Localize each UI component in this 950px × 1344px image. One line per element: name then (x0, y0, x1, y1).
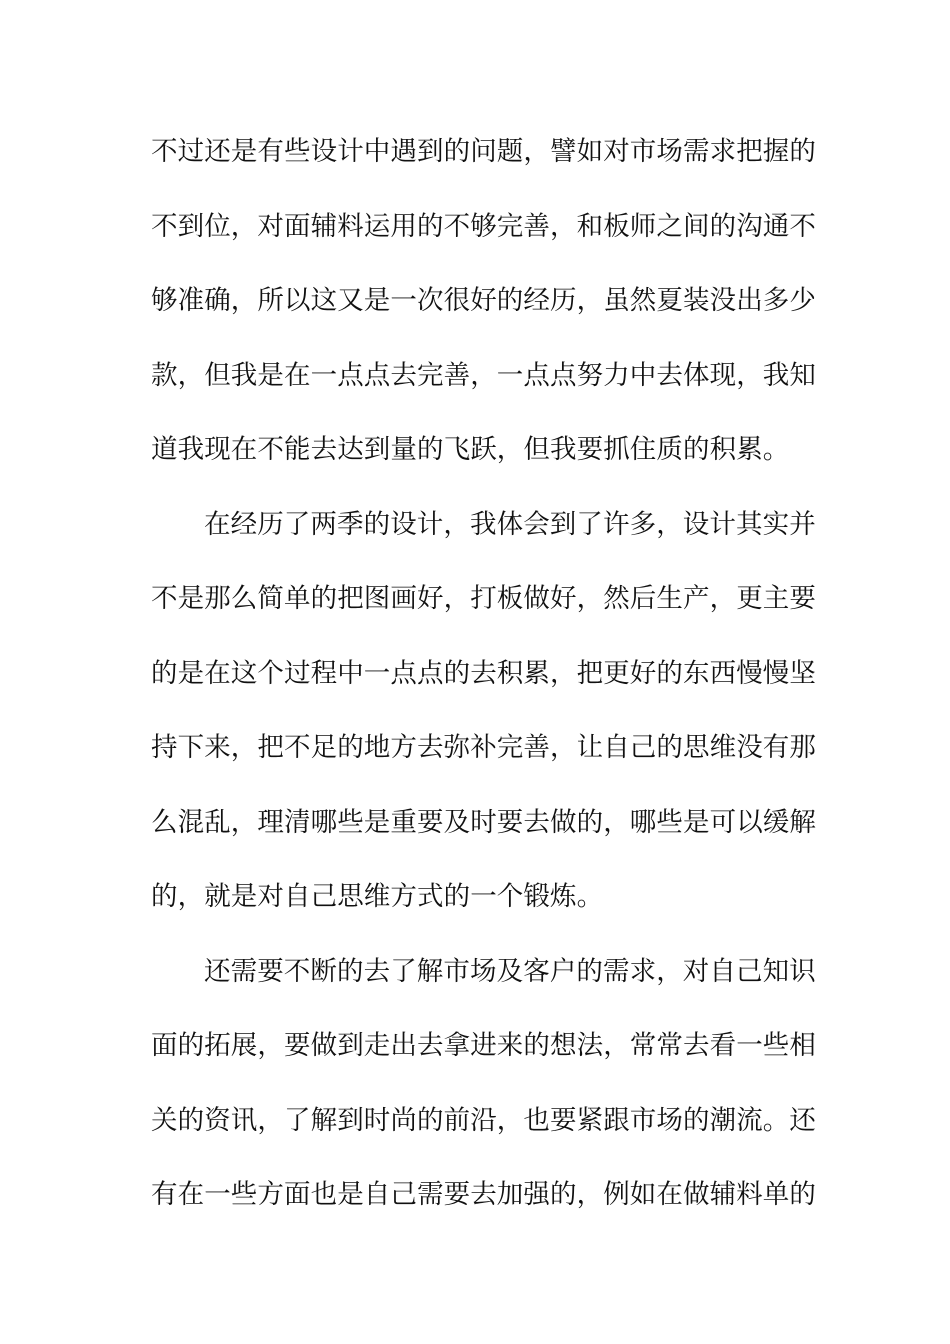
paragraph-first-line: 在经历了两季的设计，我体会到了许多，设计其实并 (204, 508, 816, 540)
text-line: 不过还是有些设计中遇到的问题，譬如对市场需求把握的 (151, 136, 816, 167)
text-line: 款，但我是在一点点去完善，一点点努力中去体现，我知 (151, 359, 816, 391)
text-line: 关的资讯，了解到时尚的前沿，也要紧跟市场的潮流。还 (151, 1104, 816, 1136)
text-line: 么混乱，理清哪些是重要及时要去做的，哪些是可以缓解 (151, 806, 816, 838)
text-line: 道我现在不能去达到量的飞跃，但我要抓住质的积累。 (151, 434, 790, 465)
text-line: 有在一些方面也是自己需要去加强的，例如在做辅料单的 (151, 1179, 816, 1210)
text-line: 不是那么简单的把图画好，打板做好，然后生产，更主要 (151, 583, 816, 614)
body-text (151, 128, 816, 1246)
text-line: 面的拓展，要做到走出去拿进来的想法，常常去看一些相 (151, 1030, 816, 1061)
paragraph-first-line: 还需要不断的去了解市场及客户的需求，对自己知识 (204, 955, 816, 987)
text-line: 不到位，对面辅料运用的不够完善，和板师之间的沟通不 (151, 210, 816, 242)
text-line: 够准确，所以这又是一次很好的经历，虽然夏装没出多少 (151, 285, 816, 316)
text-line: 的，就是对自己思维方式的一个锻炼。 (151, 881, 604, 912)
text-line: 持下来，把不足的地方去弥补完善，让自己的思维没有那 (151, 732, 816, 763)
text-line: 的是在这个过程中一点点的去积累，把更好的东西慢慢坚 (151, 657, 816, 689)
